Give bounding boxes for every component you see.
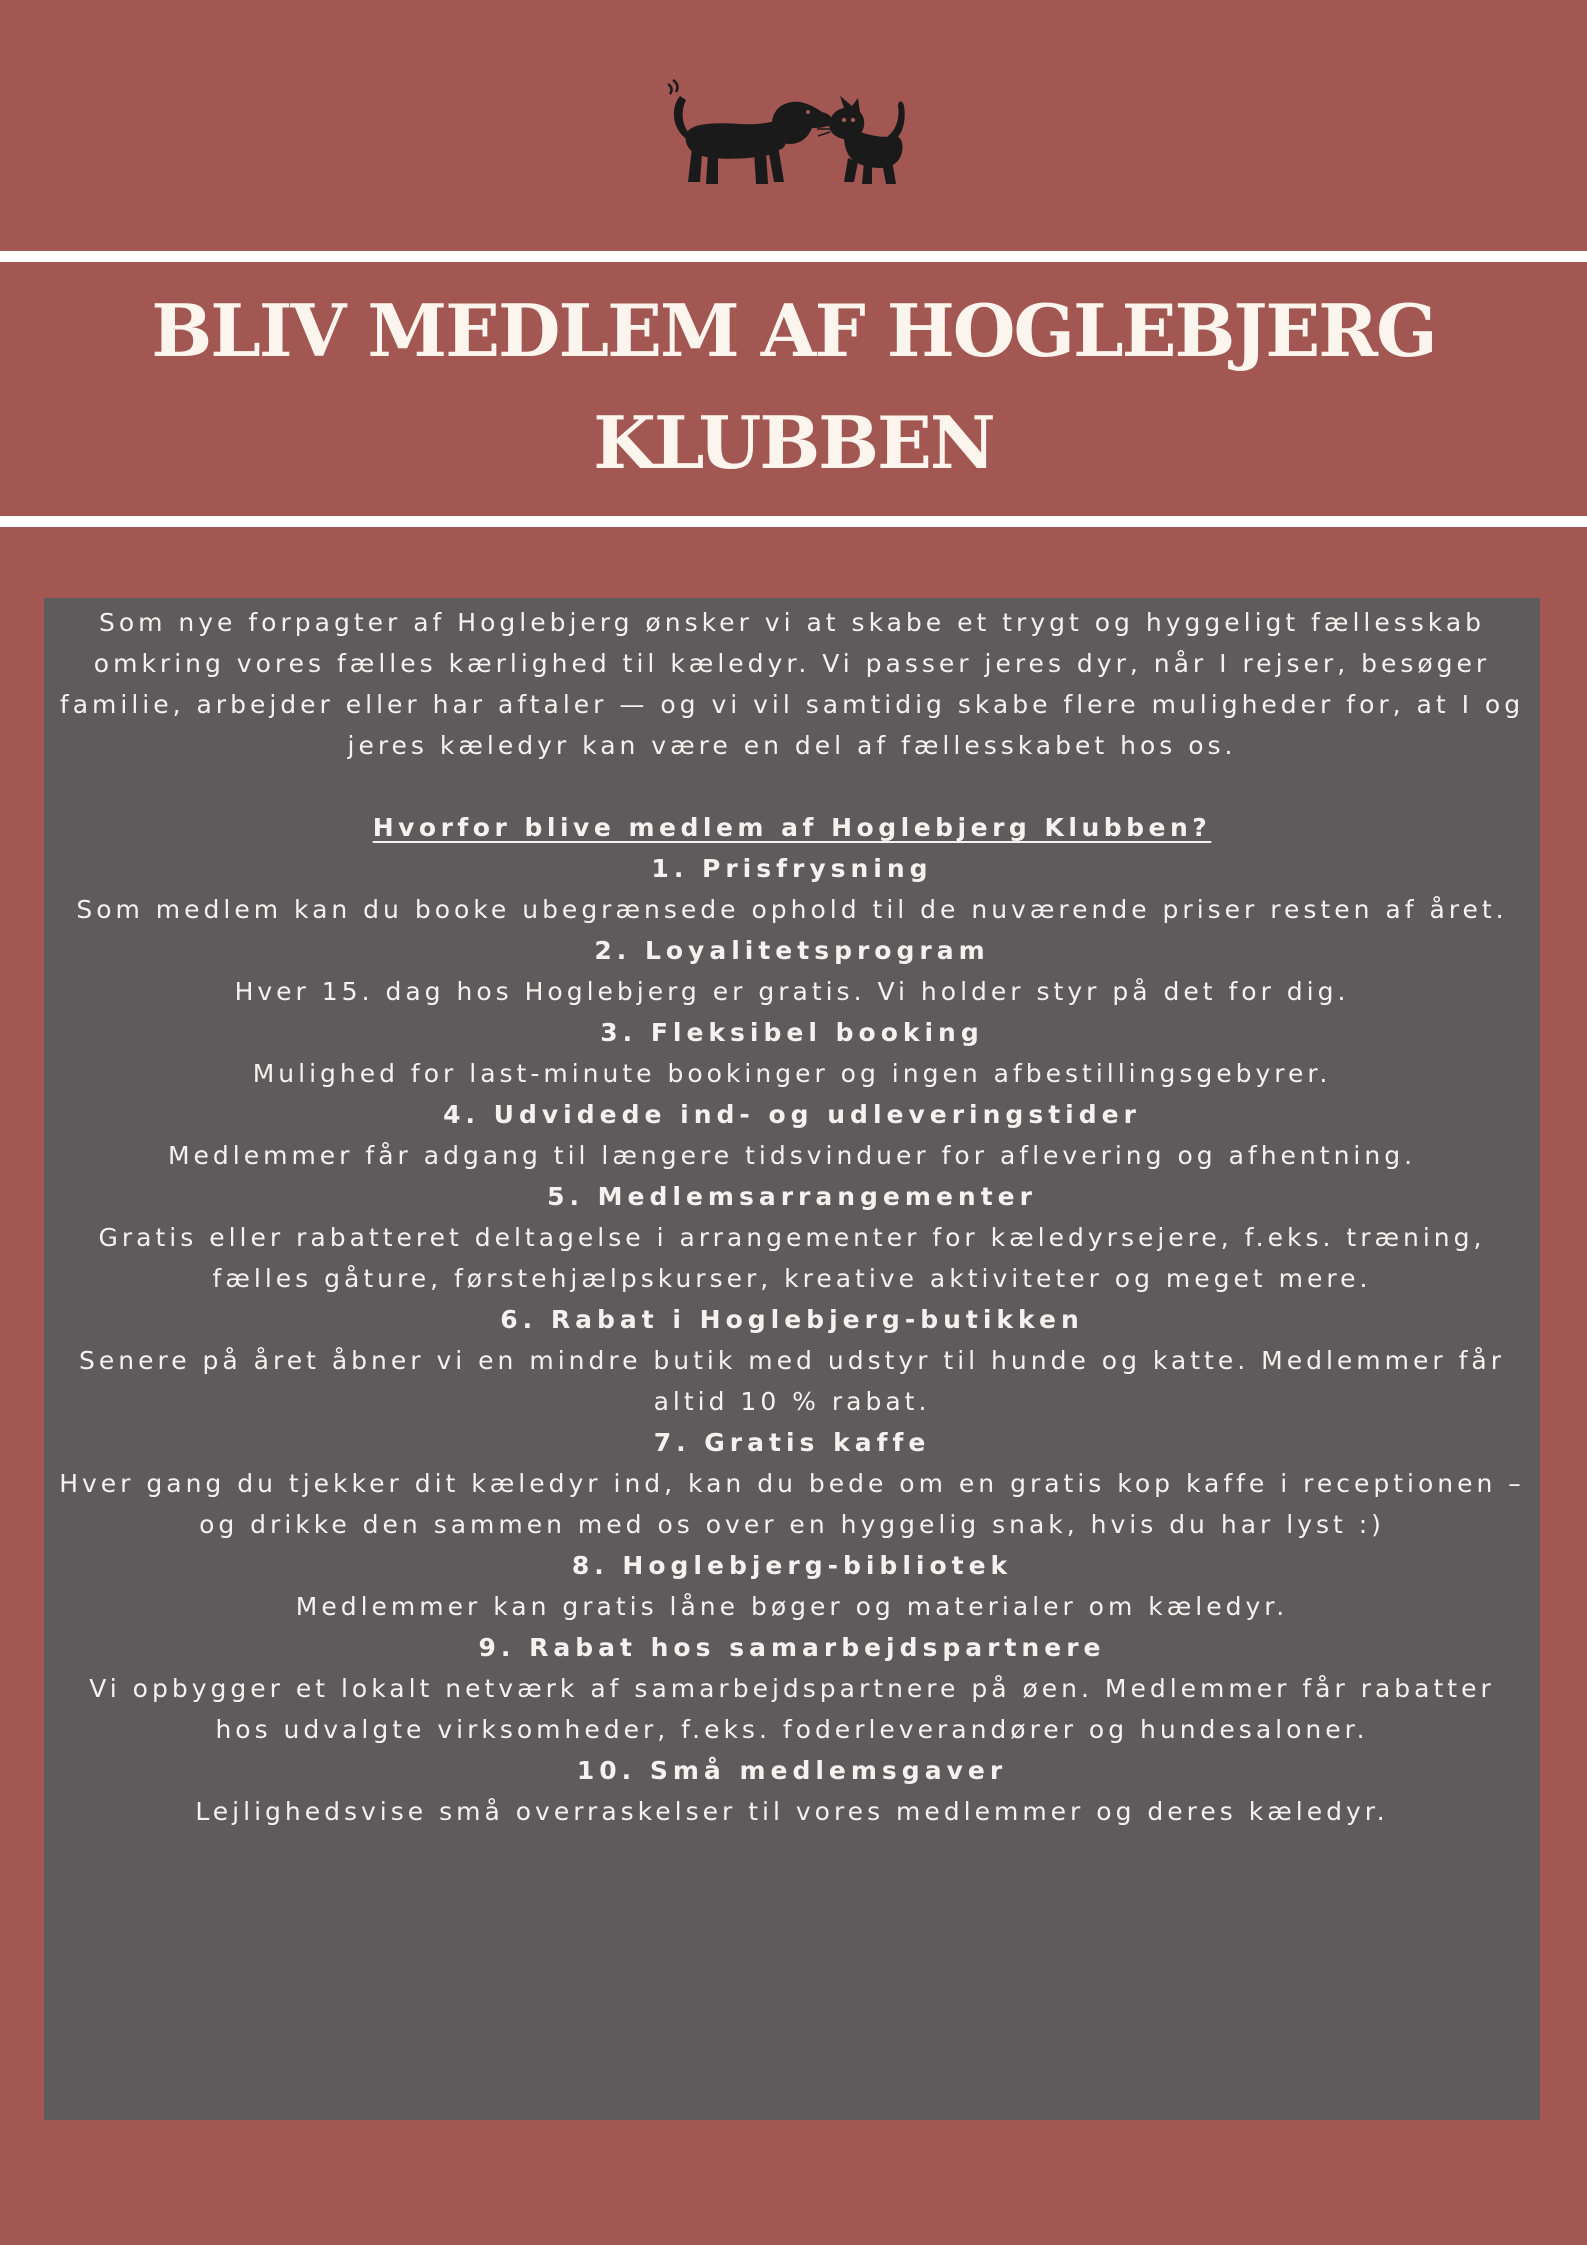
benefit-text: Som medlem kan du booke ubegrænsede ophold til de nuværende priser resten af året. [76,895,1508,924]
benefit-text: Hver gang du tjekker dit kæledyr ind, kan du bede om en gratis kop kaffe i receptionen – og drikke den sammen med os over en hyggelig snak, hvis du har lyst :) [59,1469,1525,1539]
benefit-item [44,1012,1540,1094]
benefit-text: Vi opbygger et lokalt netværk af samarbejdspartnere på øen. Medlemmer får rabatter hos udvalgte virksomheder, f.eks. foderleverandører og hundesaloner. [89,1674,1495,1744]
benefit-text: Medlemmer kan gratis låne bøger og materialer om kæledyr. [295,1592,1289,1621]
benefit-title: 6. Rabat i Hoglebjerg-butikken [500,1305,1084,1334]
benefit-text: Mulighed for last-minute bookinger og ingen afbestillingsgebyrer. [252,1059,1332,1088]
benefit-item [44,848,1540,930]
benefit-item [44,1422,1540,1545]
dog-and-cat-icon [660,78,912,190]
benefit-item [44,1750,1540,1832]
benefit-item [44,1176,1540,1299]
benefit-text: Senere på året åbner vi en mindre butik med udstyr til hunde og katte. Medlemmer får altid 10 % rabat. [79,1346,1505,1416]
title-line-1: BLIV MEDLEM AF HOGLEBJERG [151,288,1436,373]
benefit-title: 9. Rabat hos samarbejdspartnere [478,1633,1106,1662]
benefit-item [44,1545,1540,1627]
benefit-item [44,1627,1540,1750]
top-divider [0,251,1587,262]
dog-and-cat-svg [660,78,912,190]
benefits-heading: Hvorfor blive medlem af Hoglebjerg Klubben? [372,813,1212,842]
benefit-title: 7. Gratis kaffe [653,1428,931,1457]
benefit-title: 1. Prisfrysning [651,854,933,883]
intro-paragraph: Som nye forpagter af Hoglebjerg ønsker vi at skabe et trygt og hyggeligt fællesskab omkring vores fælles kærlighed til kæledyr. Vi passer jeres dyr, når I rejser, besøger familie, arbejder eller har aftaler — og vi vil samtidig skabe flere muligheder for, at I og jeres kæledyr kan være en del af fællesskabet hos os. [59,608,1525,760]
benefit-title: 8. Hoglebjerg-bibliotek [571,1551,1013,1580]
benefit-title: 10. Små medlemsgaver [576,1756,1008,1785]
benefit-item [44,1299,1540,1422]
benefit-title: 2. Loyalitetsprogram [594,936,990,965]
benefit-title: 4. Udvidede ind- og udleveringstider [443,1100,1141,1129]
benefit-text: Hver 15. dag hos Hoglebjerg er gratis. Vi holder styr på det for dig. [234,977,1350,1006]
benefit-item [44,1094,1540,1176]
benefits-list [44,848,1540,1832]
content-panel [44,598,1540,2120]
benefit-text: Gratis eller rabatteret deltagelse i arrangementer for kæledyrsejere, f.eks. træning, fælles gåture, førstehjælpskurser, kreative aktiviteter og meget mere. [98,1223,1486,1293]
bottom-divider [0,516,1587,527]
benefit-text: Lejlighedsvise små overraskelser til vores medlemmer og deres kæledyr. [195,1797,1389,1826]
page-title [0,275,1587,499]
benefit-title: 5. Medlemsarrangementer [547,1182,1037,1211]
benefit-title: 3. Fleksibel booking [600,1018,984,1047]
benefit-text: Medlemmer får adgang til længere tidsvinduer for aflevering og afhentning. [167,1141,1417,1170]
title-line-2: KLUBBEN [593,400,994,485]
benefit-item [44,930,1540,1012]
